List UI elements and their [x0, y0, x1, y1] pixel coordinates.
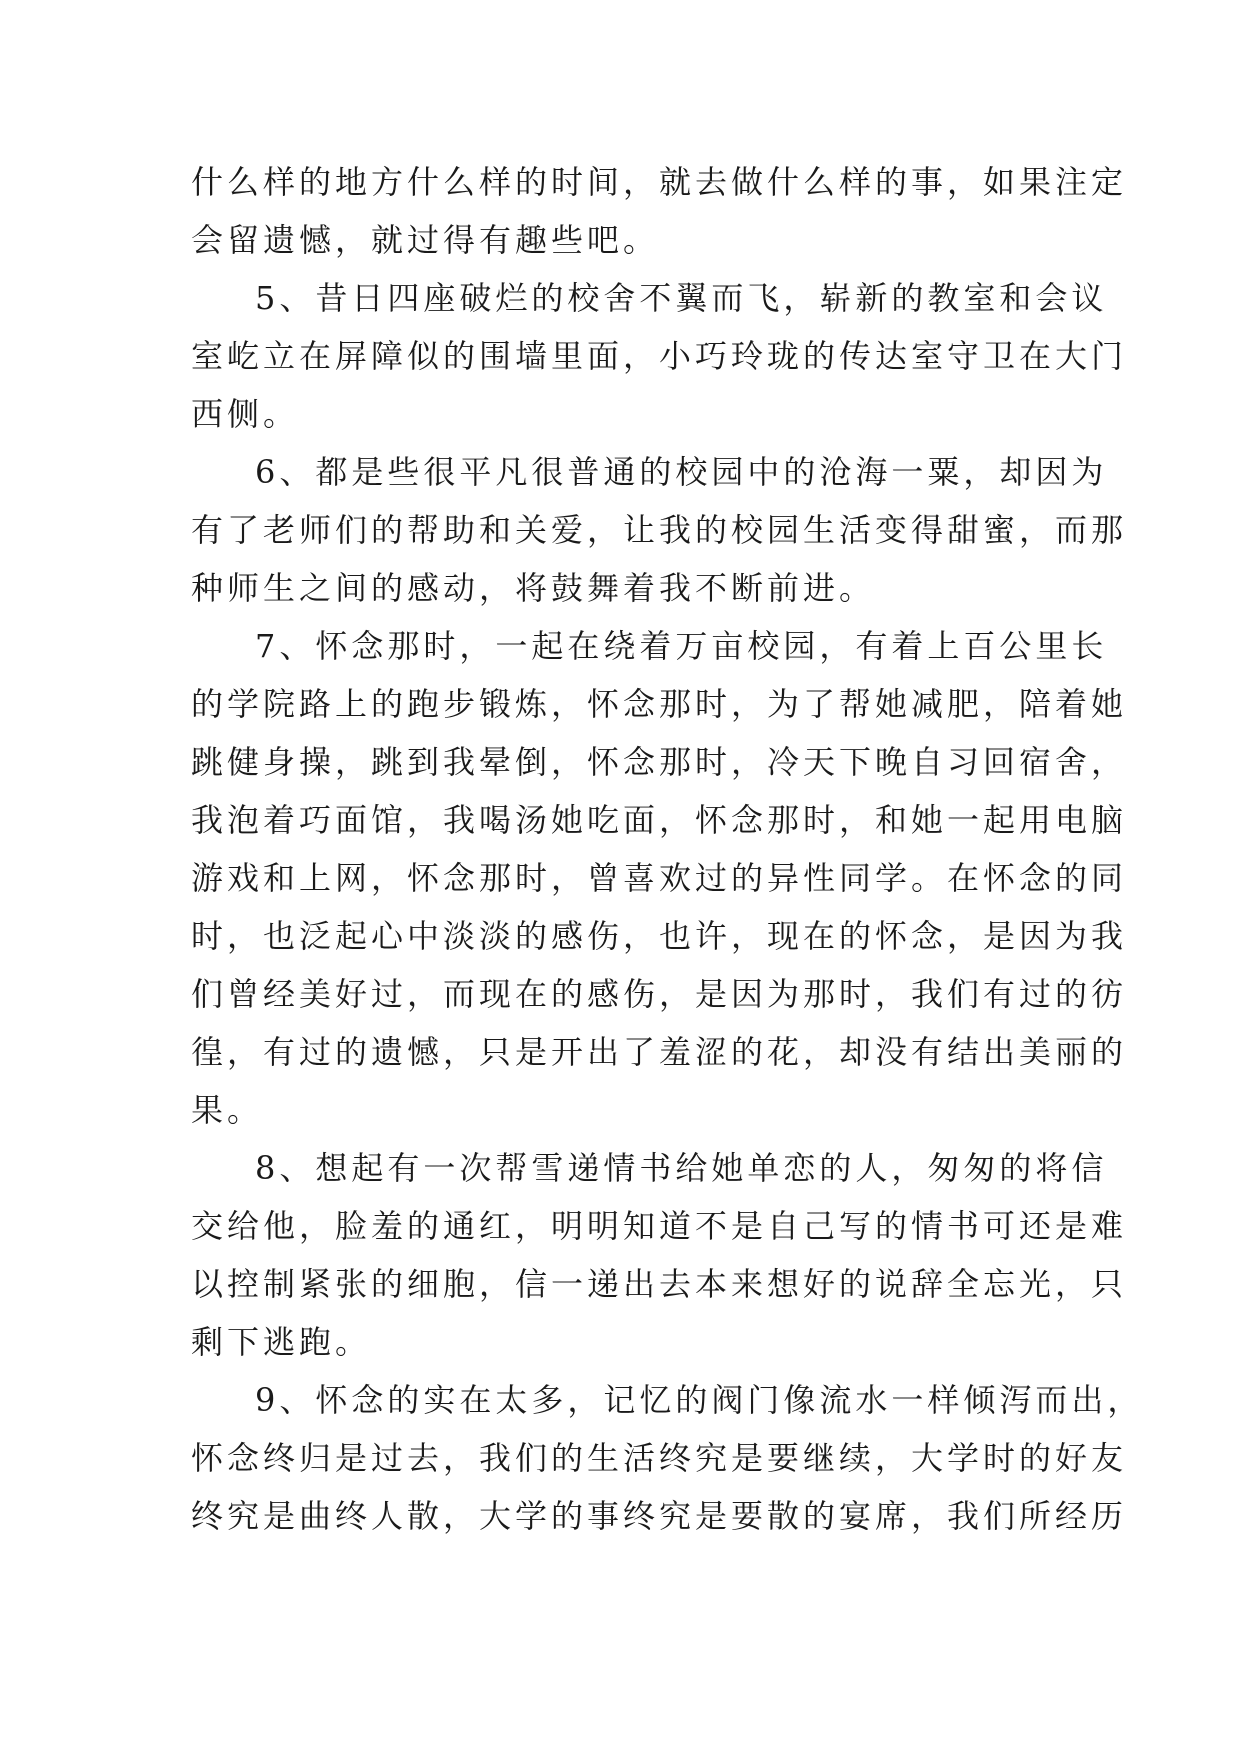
text-line: 会留遗憾，就过得有趣些吧。 [191, 221, 660, 259]
text-line: 时，也泛起心中淡淡的感伤，也许，现在的怀念，是因为我 [191, 917, 1128, 955]
text-line: 7、怀念那时，一起在绕着万亩校园，有着上百公里长 [255, 627, 1108, 665]
document-body [191, 153, 1144, 1545]
text-line: 的学院路上的跑步锻炼，怀念那时，为了帮她减肥，陪着她 [191, 685, 1128, 723]
text-line: 6、都是些很平凡很普通的校园中的沧海一粟，却因为 [255, 453, 1108, 491]
text-line: 剩下逃跑。 [191, 1323, 372, 1361]
text-line: 跳健身操，跳到我晕倒，怀念那时，冷天下晚自习回宿舍， [191, 743, 1128, 781]
text-line: 怀念终归是过去，我们的生活终究是要继续，大学时的好友 [191, 1439, 1128, 1477]
text-line: 果。 [191, 1091, 264, 1129]
text-line: 室屹立在屏障似的围墙里面，小巧玲珑的传达室守卫在大门 [191, 337, 1128, 375]
text-line: 交给他，脸羞的通红，明明知道不是自己写的情书可还是难 [191, 1207, 1128, 1245]
paragraph-item-9 [191, 1371, 1144, 1545]
text-line: 西侧。 [191, 395, 300, 433]
text-line: 8、想起有一次帮雪递情书给她单恋的人，匆匆的将信 [255, 1149, 1108, 1187]
text-line: 9、怀念的实在太多，记忆的阀门像流水一样倾泻而出， [255, 1381, 1144, 1419]
paragraph-item-7 [191, 617, 1128, 1139]
paragraph-continuation [191, 153, 1128, 269]
paragraph-item-8 [191, 1139, 1128, 1371]
text-line: 有了老师们的帮助和关爱，让我的校园生活变得甜蜜，而那 [191, 511, 1128, 549]
text-line: 我泡着巧面馆，我喝汤她吃面，怀念那时，和她一起用电脑 [191, 801, 1128, 839]
text-line: 5、昔日四座破烂的校舍不翼而飞，崭新的教室和会议 [255, 279, 1108, 317]
text-line: 终究是曲终人散，大学的事终究是要散的宴席，我们所经历 [191, 1497, 1128, 1535]
text-line: 以控制紧张的细胞，信一递出去本来想好的说辞全忘光，只 [191, 1265, 1128, 1303]
paragraph-item-6 [191, 443, 1128, 617]
text-line: 们曾经美好过，而现在的感伤，是因为那时，我们有过的彷 [191, 975, 1128, 1013]
text-line: 徨，有过的遗憾，只是开出了羞涩的花，却没有结出美丽的 [191, 1033, 1128, 1071]
text-line: 游戏和上网，怀念那时，曾喜欢过的异性同学。在怀念的同 [191, 859, 1128, 897]
text-line: 种师生之间的感动，将鼓舞着我不断前进。 [191, 569, 876, 607]
paragraph-item-5 [191, 269, 1128, 443]
text-line: 什么样的地方什么样的时间，就去做什么样的事，如果注定 [191, 163, 1128, 201]
